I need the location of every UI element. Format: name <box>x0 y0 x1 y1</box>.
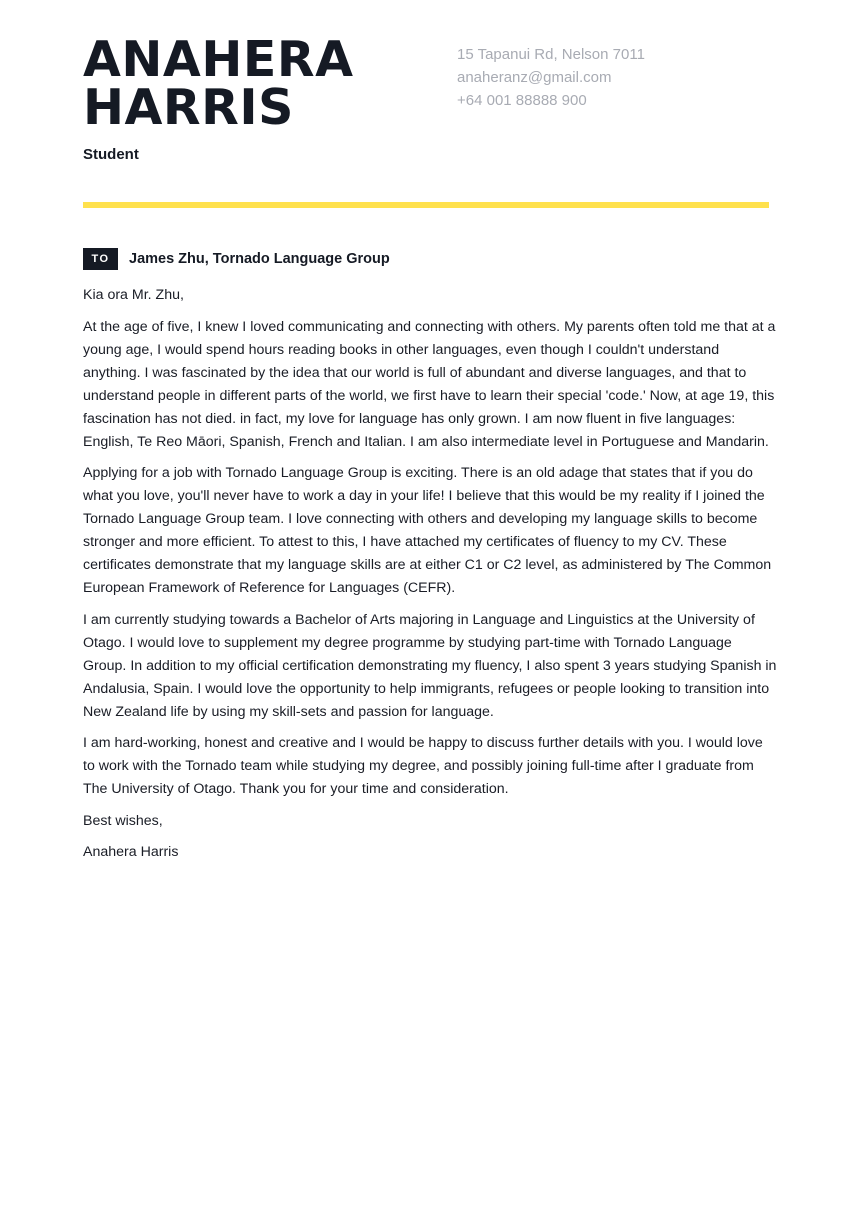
contact-phone: +64 001 88888 900 <box>457 92 587 109</box>
contact-email: anaheranz@gmail.com <box>457 69 612 86</box>
to-badge: TO <box>83 248 118 270</box>
cover-letter-page <box>83 31 777 860</box>
applicant-name <box>83 31 769 136</box>
applicant-first-name: ANAHERA <box>83 31 354 88</box>
letter-paragraph-1: At the age of five, I knew I loved communicating and connecting with others. My parents often told me that at a young age, I would spend hours reading books in other languages, even though I couldn't understand anything. I was fascinated by the idea that our world is full of abundant and diverse languages, and that to understand people in different parts of the world, we first have to learn their special 'code.' Now, at age 19, this fascination has not died. in fact, my love for language has only grown. I am now fluent in five languages: English, Te Reo Māori, Spanish, French and Italian. I am also intermediate level in Portuguese and Mandarin. <box>83 318 776 450</box>
letter-paragraph-3: I am currently studying towards a Bachelor of Arts majoring in Language and Linguistics at the University of Otago. I would love to supplement my degree programme by studying part-time with Tornado Language Group. In addition to my official certification demonstrating my fluency, I also spent 3 years studying Spanish in Andalusia, Spain. I would love the opportunity to help immigrants, refugees or people looking to transition into New Zealand life by using my skill-sets and passion for language. <box>83 611 777 720</box>
recipient-name: James Zhu, Tornado Language Group <box>129 251 390 267</box>
applicant-role: Student <box>83 146 139 163</box>
recipient-line <box>83 248 390 270</box>
letter-greeting: Kia ora Mr. Zhu, <box>83 287 184 303</box>
contact-details <box>457 43 645 112</box>
letter-body <box>83 284 777 873</box>
letter-signature: Anahera Harris <box>83 844 179 860</box>
letter-header <box>83 31 769 206</box>
letter-closing: Best wishes, <box>83 812 163 829</box>
letter-paragraph-2: Applying for a job with Tornado Language Group is exciting. There is an old adage that states that if you do what you love, you'll never have to work a day in your life! I believe that this would be my reality if I joined the Tornado Language Group team. I love connecting with others and developing my language skills to become stronger and more efficient. To attest to this, I have attached my certificates of fluency to my CV. These certificates demonstrate that my language skills are at either C1 or C2 level, as administered by The Common European Framework of Reference for Languages (CEFR). <box>83 465 772 596</box>
contact-address: 15 Tapanui Rd, Nelson 7011 <box>457 46 645 63</box>
letter-paragraph-4: I am hard-working, honest and creative and I would be happy to discuss further details with you. I would love to work with the Tornado team while studying my degree, and possibly joining full-time after I graduate from The University of Otago. Thank you for your time and consideration. <box>83 735 763 797</box>
accent-divider <box>83 202 769 208</box>
applicant-last-name: HARRIS <box>83 79 294 136</box>
